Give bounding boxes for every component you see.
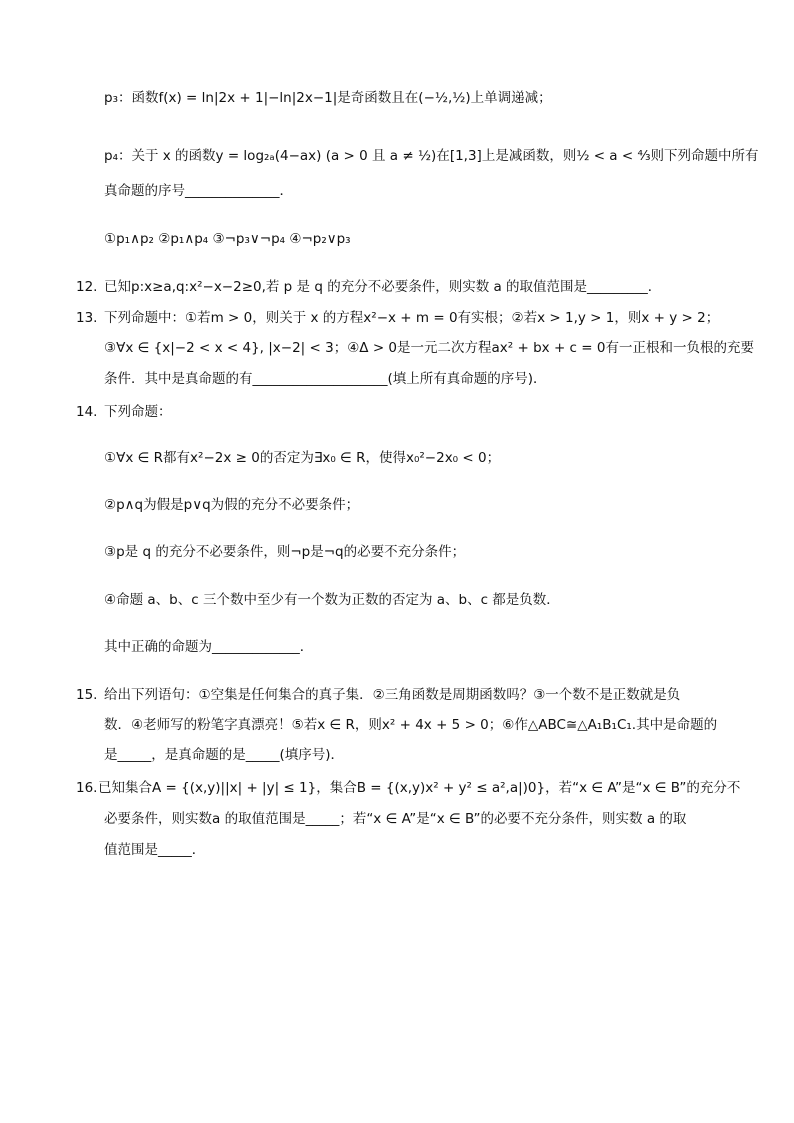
question-15-line-1: 给出下列语句：①空集是任何集合的真子集．②三角函数是周期函数吗？③一个数不是正数就是负 [104,687,681,703]
question-14-intro: 下列命题： [104,404,172,420]
question-14-item-4: ④命题 a、b、c 三个数中至少有一个数为正数的否定为 a、b、c 都是负数． [104,592,560,608]
question-12-number: 12. [76,279,98,295]
p4-statement: p₄：关于 x 的函数y = log₂ₐ(4−ax) (a > 0 且 a ≠ ½)在[1,3]上是减函数，则½ < a < ⁴⁄₃则下列命题中所有 [104,148,759,164]
question-14-number: 14. [76,404,98,420]
question-14-item-3: ③p是 q 的充分不必要条件，则¬p是¬q的必要不充分条件； [104,544,466,560]
question-15-number: 15. [76,687,98,703]
question-14-item-1: ①∀x ∈ R都有x²−2x ≥ 0的否定为∃x₀ ∈ R，使得x₀²−2x₀ < 0； [104,450,501,466]
question-16-number: 16. [76,780,98,796]
question-13-number: 13. [76,310,98,326]
question-13-line-1: 下列命题中：①若m > 0，则关于 x 的方程x²−x + m = 0有实根；②若x > 1,y > 1，则x + y > 2； [104,310,720,326]
question-16-line-1: 已知集合A = {(x,y)||x| + |y| ≤ 1}，集合B = {(x,y)x² + y² ≤ a²,a|)0}，若“x ∈ A”是“x ∈ B”的充分不 [98,780,741,796]
options-row: ①p₁∧p₂ ②p₁∧p₄ ③¬p₃∨¬p₄ ④¬p₂∨p₃ [104,231,351,247]
question-12-text: 已知p:x≥a,q:x²−x−2≥0,若 p 是 q 的充分不必要条件，则实数 a 的取值范围是_________． [104,279,662,295]
question-16-line-3: 值范围是_____． [104,842,206,858]
p3-statement: p₃：函数f(x) = ln|2x + 1|−ln|2x−1|是奇函数且在(−½,½)上单调递减； [104,90,552,106]
question-14-item-2: ②p∧q为假是p∨q为假的充分不必要条件； [104,497,360,513]
question-14-answer: 其中正确的命题为_____________． [104,639,314,655]
question-15-line-2: 数．④老师写的粉笔字真漂亮！⑤若x ∈ R，则x² + 4x + 5 > 0；⑥作△ABC≅△A₁B₁C₁.其中是命题的 [104,717,718,733]
question-16-line-2: 必要条件，则实数a 的取值范围是_____；若“x ∈ A”是“x ∈ B”的必要不充分条件，则实数 a 的取 [104,811,687,827]
question-13-line-2: ③∀x ∈ {x|−2 < x < 4}, |x−2| < 3；④Δ > 0是一元二次方程ax² + bx + c = 0有一正根和一负根的充要 [104,340,754,356]
question-13-line-3: 条件．其中是真命题的有____________________(填上所有真命题的序号)． [104,371,547,387]
question-15-line-3: 是_____，是真命题的是_____(填序号)． [104,747,345,763]
p4-question: 真命题的序号______________． [104,183,293,199]
